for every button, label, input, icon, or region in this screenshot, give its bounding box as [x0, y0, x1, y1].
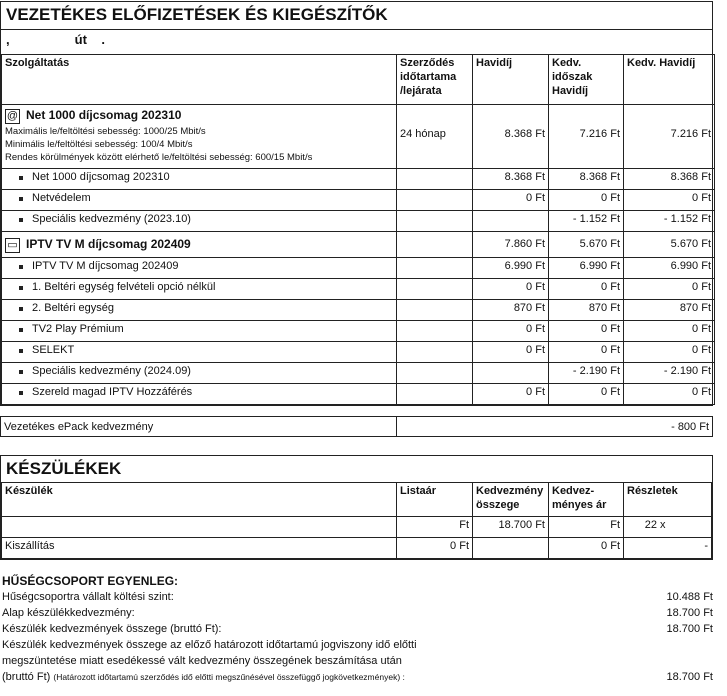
device-installment-value	[669, 517, 712, 538]
iptv-item-disc: 0 Ft	[624, 279, 715, 300]
net-package-cell	[2, 105, 397, 169]
net-item-label: Netvédelem	[2, 190, 397, 211]
table-row	[2, 342, 715, 363]
iptv-disc: 5.670 Ft	[624, 232, 715, 258]
loyalty-long-line	[2, 653, 713, 669]
device-list-price: Ft	[397, 517, 473, 538]
iptv-item-disc: 0 Ft	[624, 342, 715, 363]
net-item-disc: - 1.152 Ft	[624, 211, 715, 232]
loyalty-row	[2, 589, 713, 605]
table-row	[2, 538, 712, 559]
loyalty-long-line	[2, 637, 713, 653]
net-item-label: Net 1000 díjcsomag 202310	[2, 169, 397, 190]
loyalty-long-text-2: megszüntetése miatt esedékessé vált kedvezmény összegének beszámítása után	[2, 655, 402, 667]
iptv-item-monthly: 0 Ft	[473, 342, 549, 363]
loyalty-long-text-3: (bruttó Ft)	[2, 671, 51, 683]
col-service: Szolgáltatás	[2, 55, 397, 105]
loyalty-value: 10.488 Ft	[666, 591, 713, 603]
net-detail-max: Maximális le/feltöltési sebesség: 1000/25 Mbit/s	[5, 125, 206, 137]
net-promo: 7.216 Ft	[549, 105, 624, 169]
table-row	[2, 321, 715, 342]
device-name	[2, 517, 397, 538]
iptv-monthly: 7.860 Ft	[473, 232, 549, 258]
iptv-item-promo: 0 Ft	[549, 342, 624, 363]
iptv-item-label: Speciális kedvezmény (2024.09)	[2, 363, 397, 384]
shipping-installment-count	[624, 538, 669, 559]
loyalty-title: HŰSÉGCSOPORT EGYENLEG:	[2, 574, 179, 588]
subscriptions-table	[1, 54, 715, 405]
col-list-price: Listaár	[397, 483, 473, 517]
col-disc-monthly: Kedv. Havidíj	[624, 55, 715, 105]
iptv-item-promo: 0 Ft	[549, 384, 624, 405]
loyalty-row	[2, 605, 713, 621]
net-package-name: Net 1000 díjcsomag 202310	[26, 108, 182, 122]
loyalty-long-value: 18.700 Ft	[666, 671, 713, 683]
col-contract: Szerződés időtartama /lejárata	[397, 55, 473, 105]
loyalty-section	[2, 573, 713, 685]
loyalty-long-text-1: Készülék kedvezmények összege az előző határozott időtartamú jogviszony idő előtti	[2, 639, 417, 651]
shipping-label: Kiszállítás	[2, 538, 397, 559]
iptv-item-label: 1. Beltéri egység felvételi opció nélkül	[2, 279, 397, 300]
net-item-promo: 8.368 Ft	[549, 169, 624, 190]
loyalty-row	[2, 669, 713, 685]
iptv-package-name: IPTV TV M díjcsomag 202409	[26, 237, 191, 251]
iptv-item-label: SELEKT	[2, 342, 397, 363]
iptv-item-monthly: 870 Ft	[473, 300, 549, 321]
net-item-promo: 0 Ft	[549, 190, 624, 211]
shipping-installment-value: -	[669, 538, 712, 559]
net-item-promo: - 1.152 Ft	[549, 211, 624, 232]
subscriptions-section	[0, 1, 713, 406]
net-disc: 7.216 Ft	[624, 105, 715, 169]
net-detail-min: Minimális le/feltöltési sebesség: 100/4 Mbit/s	[5, 138, 193, 150]
tv-icon: ▭	[5, 238, 20, 253]
iptv-item-promo: 0 Ft	[549, 279, 624, 300]
loyalty-label: Készülék kedvezmények összege (bruttó Ft):	[2, 623, 222, 635]
net-monthly: 8.368 Ft	[473, 105, 549, 169]
device-installment-count: 22 x	[624, 517, 669, 538]
iptv-item-promo: 870 Ft	[549, 300, 624, 321]
table-row	[2, 517, 712, 538]
devices-table	[1, 482, 712, 559]
col-monthly: Havidíj	[473, 55, 549, 105]
iptv-item-disc: 0 Ft	[624, 384, 715, 405]
col-promo-monthly: Kedv. időszak Havidíj	[549, 55, 624, 105]
iptv-item-promo: 0 Ft	[549, 321, 624, 342]
iptv-item-label: Szereld magad IPTV Hozzáférés	[2, 384, 397, 405]
net-detail-normal: Rendes körülmények között elérhető le/feltöltési sebesség: 600/15 Mbit/s	[5, 151, 313, 163]
iptv-item-disc: 0 Ft	[624, 321, 715, 342]
col-discount-sum: Kedvezmény összege	[473, 483, 549, 517]
net-item-disc: 0 Ft	[624, 190, 715, 211]
col-installments: Részletek	[624, 483, 712, 517]
net-item-monthly: 0 Ft	[473, 190, 549, 211]
devices-section	[0, 455, 713, 560]
device-discount-price: Ft	[549, 517, 624, 538]
device-discount-sum: 18.700 Ft	[473, 517, 549, 538]
iptv-item-label: TV2 Play Prémium	[2, 321, 397, 342]
table-row	[2, 258, 715, 279]
shipping-discount-price: 0 Ft	[549, 538, 624, 559]
iptv-item-disc: 6.990 Ft	[624, 258, 715, 279]
table-row	[2, 279, 715, 300]
net-item-disc: 8.368 Ft	[624, 169, 715, 190]
iptv-promo: 5.670 Ft	[549, 232, 624, 258]
iptv-item-monthly: 0 Ft	[473, 384, 549, 405]
epack-value: - 800 Ft	[671, 421, 709, 433]
section-title: VEZETÉKES ELŐFIZETÉSEK ÉS KIEGÉSZÍTŐK	[6, 5, 388, 24]
loyalty-value: 18.700 Ft	[666, 623, 713, 635]
iptv-item-disc: 870 Ft	[624, 300, 715, 321]
iptv-item-monthly: 0 Ft	[473, 321, 549, 342]
iptv-item-label: IPTV TV M díjcsomag 202409	[2, 258, 397, 279]
net-item-label: Speciális kedvezmény (2023.10)	[2, 211, 397, 232]
iptv-item-promo: - 2.190 Ft	[549, 363, 624, 384]
epack-row	[0, 416, 713, 437]
loyalty-label: Hűségcsoportra vállalt költési szint:	[2, 591, 174, 603]
net-contract: 24 hónap	[397, 105, 473, 169]
table-row	[2, 190, 715, 211]
table-row	[2, 300, 715, 321]
table-row	[2, 169, 715, 190]
iptv-item-promo: 6.990 Ft	[549, 258, 624, 279]
loyalty-label: Alap készülékkedvezmény:	[2, 607, 135, 619]
net-item-monthly: 8.368 Ft	[473, 169, 549, 190]
table-row	[2, 211, 715, 232]
address-line: , út .	[1, 29, 712, 54]
shipping-discount-sum	[473, 538, 549, 559]
epack-label: Vezetékes ePack kedvezmény	[1, 417, 396, 436]
shipping-list-price: 0 Ft	[397, 538, 473, 559]
iptv-item-monthly: 6.990 Ft	[473, 258, 549, 279]
iptv-package-cell	[2, 232, 397, 258]
iptv-item-monthly: 0 Ft	[473, 279, 549, 300]
net-item-monthly	[473, 211, 549, 232]
table-row	[2, 384, 715, 405]
iptv-item-disc: - 2.190 Ft	[624, 363, 715, 384]
table-row	[2, 363, 715, 384]
iptv-item-label: 2. Beltéri egység	[2, 300, 397, 321]
loyalty-long-note: (Határozott időtartamú szerződés idő előtti megszűnésével összefüggő jogkövetkezmények) :	[53, 672, 405, 682]
devices-title: KÉSZÜLÉKEK	[6, 459, 122, 478]
at-sign-icon: @	[6, 109, 19, 122]
iptv-item-monthly	[473, 363, 549, 384]
loyalty-value: 18.700 Ft	[666, 607, 713, 619]
col-device: Készülék	[2, 483, 397, 517]
col-discount-price: Kedvez- ményes ár	[549, 483, 624, 517]
loyalty-row	[2, 621, 713, 637]
